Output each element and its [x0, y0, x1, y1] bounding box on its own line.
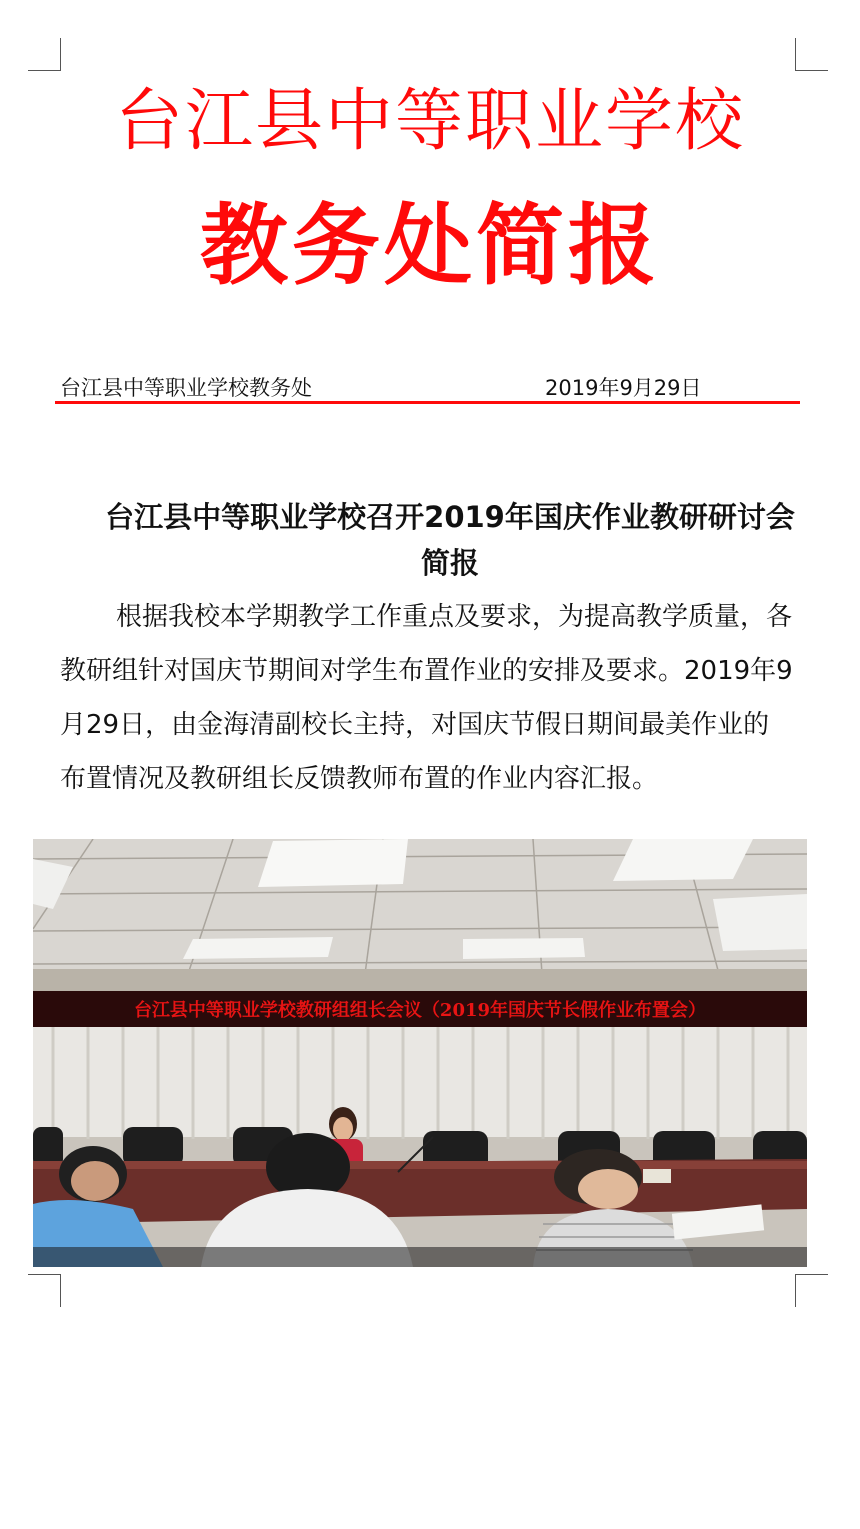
banner-text: 台江县中等职业学校教研组组长会议（2019年国庆节长假作业布置会） — [133, 1000, 707, 1021]
article-body: 根据我校本学期教学工作重点及要求，为提高教学质量，各教研组针对国庆节期间对学生布置作业的安排及要求。2019年9月29日，由金海清副校长主持，对国庆节假日期间最美作业的布置情况及教研组长反馈教师布置的作业内容汇报。 — [60, 602, 793, 794]
crop-mark-bottom-left — [28, 1274, 61, 1307]
article-title: 台江县中等职业学校召开2019年国庆作业教研研讨会简报 — [105, 500, 795, 580]
crop-mark-top-left — [28, 38, 61, 71]
crop-mark-top-right — [795, 38, 828, 71]
school-title: 台江县中等职业学校 — [114, 82, 745, 161]
issue-date: 2019年9月29日 — [545, 376, 702, 400]
red-divider — [55, 401, 800, 404]
meeting-photo-drawing — [33, 839, 807, 1267]
bulletin-title: 教务处简报 — [199, 194, 660, 297]
crop-mark-bottom-right — [795, 1274, 828, 1307]
meeting-photo — [33, 839, 807, 1267]
issuer-line: 台江县中等职业学校教务处 — [60, 376, 312, 400]
